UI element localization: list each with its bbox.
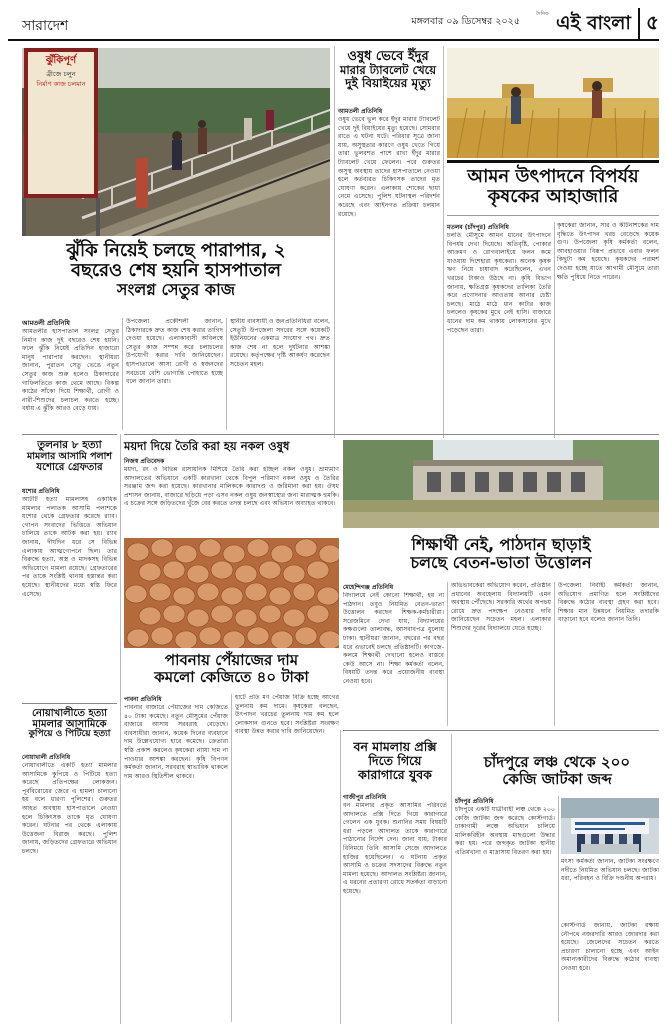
jatka-headline [455,754,659,787]
jatka-headline-line2: কেজি জাটকা জব্দ [502,769,612,788]
brand-small: দৈনিক [536,11,549,17]
onion-byline: পাবনা প্রতিনিধি [124,696,162,703]
school-headline-line1: শিক্ষার্থী নেই, পাঠদান ছাড়াই [411,535,591,554]
school-headline-line2: চলছে বেতন-ভাতা উত্তোলন [410,552,592,572]
school-col3: উপজেলা নির্বাহী কর্মকর্তা জানান, অভিযোগ প্রমাণিত হলে সংশ্লিষ্টদের বিরুদ্ধে কঠোর ব্যবস্থা গ্রহণ করা হবে। শিক্ষার মান উন্নয়নে নিয়মিত তদারকি বাড়ানো হবে বলেও জানান তিনি। [558,582,659,624]
onion-photo [124,538,339,648]
noakhali-body: নোয়াখালীতে একটি হত্যা মামলার আসামিকে কুপিয়ে ও পিটিয়ে হত্যা করেছে প্রতিপক্ষের লোকজন। পূর্ববিরোধের জেরে এ হামলা চালানো হয় বলে ধারণা পুলিশের। গুরুতর আহত অবস্থায় হাসপাতালে নেওয়া হলে চিকিৎসক তাকে মৃত ঘোষণা করেন। ঘটনার পর থেকে এলাকায় উত্তেজনা বিরাজ করছে। পুলিশ জানায়, জড়িতদের গ্রেফতারে অভিযান চলছে। [22,762,117,855]
flour-body: ময়দা, রং ও বিভিন্ন রাসায়নিক মিশিয়ে তৈরি করা হচ্ছিল নকল ওষুধ। ভ্রাম্যমাণ আদালতের অভিযানে একটি কারখানা থেকে বিপুল পরিমাণ নকল ওষুধ ও তৈরির সরঞ্জাম জব্দ করা হয়েছে। কারখানার মালিককে কারাদণ্ড ও জরিমানা করা হয়। ঔষধ প্রশাসন জানায়, বাজারে ছড়িয়ে পড়া এসব নকল ওষুধ জনস্বাস্থ্যের জন্য মারাত্মক হুমকি। এ চক্রের সঙ্গে জড়িতদের খুঁজে বের করতে তদন্ত চলছে এবং অভিযান অব্যাহত থাকবে। [124,466,339,508]
bridge-photo [22,48,330,236]
murder-headline [22,440,117,473]
bridge-headline-line3: সংলগ্ন সেতুর কাজ [116,279,236,299]
murder-headline-line2: মামলার আসামি পলাশ [27,450,112,462]
aman-col2: কৃষকেরা জানান, সার ও কীটনাশকের দাম বৃদ্ধিতে উৎপাদন খরচ বেড়েছে কয়েক গুণ। উপজেলা কৃষি কর্মকর্তা বলেন, আবহাওয়ার বিরূপ প্রভাবে এবার ফলন কিছুটা কম হয়েছে। কৃষকদের পরামর্শ দেওয়া হচ্ছে যাতে আগামী মৌসুমে তারা ক্ষতি পুষিয়ে নিতে পারেন। [557,222,659,281]
onion-headline [124,652,339,685]
header-rule [8,39,659,41]
sign-warning: ঝুঁকিপূর্ণ [45,55,77,66]
school-col2: অভিভাবকেরা অভিযোগ করেন, প্রতিষ্ঠান প্রধানের অবহেলায় বিদ্যালয়টি এমন অবস্থায় পৌঁছেছে। সরকারি অর্থের অপচয় রোধে দ্রুত পদক্ষেপ নেওয়ার দাবি জানিয়েছেন সচেতন মহল। এলাকার শিশুদের দূরের বিদ্যালয়ে যেতে হচ্ছে। [451,582,551,632]
rat-byline: আমতলী প্রতিনিধি [338,108,383,115]
noakhali-headline-line3: কুপিয়ে ও পিটিয়ে হত্যা [28,729,111,739]
onion-col2: হাটে প্রতি মণ পেঁয়াজ বিক্রি হচ্ছে আগের তুলনায় কম দামে। কৃষকেরা বলছেন, উৎপাদন খরচের তুলনায় দাম কম হলে লোকসান গুনতে হবে। সংশ্লিষ্টরা সংরক্ষণ ব্যবস্থা উন্নত করার দাবি জানিয়েছেন। [235,694,339,736]
aman-byline: মতলব (চাঁদপুর) প্রতিনিধি [447,224,509,231]
murder-headline-line3: যশোরে গ্রেফতার [36,461,103,473]
paddy-photo [447,48,659,158]
bridge-col2: উপজেলা প্রকৌশলী জানান, ঠিকাদারকে দ্রুত কাজ শেষ করার তাগিদ দেওয়া হয়েছে। এলাকাবাসী অবিলম্বে সেতুর কাজ সম্পন্ন করে চলাচলের উপযোগী করার দাবি জানিয়েছেন। হাসপাতালে আসা রোগী ও স্বজনদের সবচেয়ে বেশি ভোগান্তি পোহাতে হচ্ছে বলে জানান তারা। [126,318,223,386]
aman-headline-box [447,160,659,216]
onion-col1: পাবনার বাজারে পেঁয়াজের দাম কেজিতে ৪০ টাকা কমেছে। নতুন মৌসুমের পেঁয়াজ বাজারে আসায় সরবরাহ বেড়েছে। ব্যবসায়ীরা জানান, কয়েক দিনের ব্যবধানে দাম উল্লেখযোগ্য হারে কমেছে। ক্রেতারা স্বস্তি প্রকাশ করলেও কৃষকেরা ন্যায্য দাম না পাওয়ার আশঙ্কা করছেন। কৃষি বিপণন কর্মকর্তা জানান, সরবরাহ স্বাভাবিক থাকলে দাম আরও স্থিতিশীল থাকবে। [124,704,228,780]
sign-walk: ব্রীজে চলুন [46,70,76,78]
forest-headline [343,740,447,781]
flour-headline: ময়দা দিয়ে তৈরি করা হয় নকল ওষুধ [124,439,290,453]
noakhali-headline [22,708,117,740]
brand-logo: এই বাংলা [556,12,631,34]
murder-headline-line1: তুলনার ৮ হত্যা [37,439,102,451]
date-line: মঙ্গলবার ০৯ ডিসেম্বর ২০২৫ [411,16,520,27]
rat-headline-line2: মারার ট্যাবলেট খেয়ে [339,63,437,78]
rat-headline-line3: দুই বিয়াইয়ের মৃত্যু [345,75,431,90]
school-col1: বিদ্যালয়ে নেই কোনো শিক্ষার্থী, হয় না পাঠদান। তবুও নিয়মিত বেতন-ভাতা উত্তোলন করছেন শিক্ষক-কর্মচারীরা। সরেজমিনে দেখা যায়, বিদ্যালয়ের কক্ষগুলো তালাবদ্ধ, আসবাবপত্র ধুলোয় ঢাকা। স্থানীয়রা জানান, বছরের পর বছর ধরে এভাবেই চলছে প্রতিষ্ঠানটি। কাগজে-কলমে শিক্ষার্থী দেখানো হলেও বাস্তবে কেউ আসে না। শিক্ষা কর্মকর্তা বলেন, বিষয়টি তদন্ত করে প্রয়োজনীয় ব্যবস্থা নেওয়া হবে। [343,592,444,685]
forest-headline-line1: বন মামলায় প্রক্সি [353,739,437,754]
aman-col1: চলতি মৌসুমে আমন ধানের উৎপাদনে বিপর্যয় দেখা দিয়েছে। অতিবৃষ্টি, পোকার আক্রমণ ও রোগবালাইয়ে ফলন কমে যাওয়ায় দিশেহারা কৃষকেরা। অনেক কৃষক ঋণ নিয়ে চাষাবাদ করেছিলেন, এখন খরচের টাকাও উঠছে না। কৃষি বিভাগ জানায়, ক্ষতিগ্রস্ত কৃষকদের তালিকা তৈরি করে প্রণোদনার আওতায় আনার চেষ্টা চলছে। মাঠে মাঠে ধান কাটার কাজ চললেও কৃষকের মুখে নেই হাসি। বাজারে ধানের দাম কম থাকায় লোকসানের মুখে পড়েছেন তারা। [447,232,551,334]
onion-headline-line1: পাবনায় পেঁয়াজের দাম [164,651,299,669]
masthead [0,0,667,42]
rat-headline-line1: ওষুধ ভেবে ইঁদুর [347,49,429,64]
bridge-headline-line1: ঝুঁকি নিয়েই চলছে পারাপার, ২ [66,240,286,261]
sign-construction: নির্মাণ কাজ চলমান [36,80,86,88]
forest-headline-line3: কারাগারে যুবক [358,766,432,782]
forest-headline-line2: দিতে গিয়ে [368,752,422,768]
aman-headline-line1: আমন উৎপাদনে বিপর্যয় [467,166,639,187]
aman-headline-line2: কৃষকের আহাজারি [487,185,619,207]
forest-body: বন মামলার প্রকৃত আসামির পরিবর্তে আদালতে প্রক্সি দিতে গিয়ে কারাগারে গেলেন এক যুবক। শুনানির সময় বিষয়টি ধরা পড়লে আদালত তাকে কারাগারে পাঠানোর নির্দেশ দেন। জানা যায়, টাকার বিনিময়ে তিনি আসামি সেজে আদালতে হাজির হয়েছিলেন। এ ঘটনায় প্রকৃত আসামি ও চক্রের সদস্যদের বিরুদ্ধে নতুন মামলা হয়েছে। আদালত সংশ্লিষ্টরা জানান, এ ধরনের প্রতারণা রোধে সতর্কতা বাড়ানো হয়েছে। [343,802,447,895]
jatka-photo [561,798,659,854]
murder-byline: যশোর প্রতিনিধি [22,488,60,495]
section-name: সারাদেশ [22,18,69,34]
jatka-col2: মৎস্য কর্মকর্তা জানান, জাটকা সংরক্ষণে নদীতে নিয়মিত অভিযান চলছে। জাটকা ধরা, পরিবহন ও বিক্রি দণ্ডনীয় অপরাধ। [561,858,659,883]
jatka-col1: চাঁদপুরে একটি যাত্রীবাহী লঞ্চ থেকে ২০০ কেজি জাটকা জব্দ করেছে কোস্টগার্ড। ঢাকাগামী লঞ্চে অভিযান চালিয়ে মালিকবিহীন অবস্থায় মাছগুলো উদ্ধার করা হয়। পরে জব্দকৃত জাটকা স্থানীয় এতিমখানা ও মাদ্রাসায় বিতরণ করা হয়। [455,806,555,856]
noakhali-byline: নোয়াখালী প্রতিনিধি [22,754,71,761]
noakhali-headline-line1: নোয়াখালীতে হত্যা [31,708,108,719]
bridge-col1: আমতলীর হাসপাতাল সংলগ্ন সেতুর নির্মাণ কাজ দুই বছরেও শেষ হয়নি। ফলে ঝুঁকি নিয়েই প্রতিদিন হাজারো মানুষ পারাপার করছেন। স্থানীয়রা জানান, পুরাতন সেতু ভেঙে নতুন সেতুর কাজ শুরু হলেও ঠিকাদারের গাফিলতিতে কাজ থেমে আছে। বিকল্প কাঠের সাঁকো দিয়ে শিক্ষার্থী, রোগী ও নারী-শিশুদের চলাচল করতে হচ্ছে। বর্ষায় এ ঝুঁকি আরও বেড়ে যায়। [22,328,119,413]
school-headline [343,536,659,571]
school-byline: মেহেন্দিগঞ্জ প্রতিনিধি [343,584,394,591]
bridge-headline-line2: বছরেও শেষ হয়নি হাসপাতাল [70,259,282,281]
bridge-col3: স্থানীয় ব্যবসায়ী ও জনপ্রতিনিধিরা বলেন, সেতুটি উপজেলা সদরের সঙ্গে কয়েকটি ইউনিয়নের একমাত্র সংযোগ পথ। দ্রুত কাজ শেষ না হলে দুর্ঘটনার আশঙ্কা রয়েছে। কর্তৃপক্ষের দৃষ্টি আকর্ষণ করেছেন সচেতন মহল। [230,318,330,368]
brand-block [536,8,661,36]
page-number: ৫ [638,8,659,41]
onion-headline-line2: কমলো কেজিতে ৪০ টাকা [154,667,309,686]
jatka-byline: চাঁদপুর প্রতিনিধি [455,798,494,805]
jatka-col3: কোস্টগার্ড জানায়, জাটকা রক্ষায় নৌপথে নজরদারি আরও জোরদার করা হয়েছে। জেলেদের সচেতন করতে প্রচারণা চালানো হচ্ছে এবং আইন অমান্যকারীদের বিরুদ্ধে কঠোর ব্যবস্থা নেওয়া হবে। [561,922,659,972]
bridge-headline [22,241,330,298]
murder-body: আটটি হত্যা মামলাসহ একাধিক মামলার পলাতক আসামি পলাশকে যশোর থেকে গ্রেফতার করেছে র‍্যাব। গোপন সংবাদের ভিত্তিতে অভিযান চালিয়ে তাকে আটক করা হয়। র‍্যাব জানায়, দীর্ঘদিন ধরে সে বিভিন্ন এলাকায় আত্মগোপনে ছিল। তার বিরুদ্ধে হত্যা, অস্ত্র ও মাদকসহ বিভিন্ন অভিযোগে মামলা রয়েছে। গ্রেফতারের পর তাকে সংশ্লিষ্ট থানায় হস্তান্তর করা হয়েছে। স্থানীয়দের মধ্যে স্বস্তি ফিরে এসেছে। [22,496,117,598]
rat-body: ওষুধ ভেবে ভুল করে ইঁদুর মারার ট্যাবলেট খেয়ে দুই বিয়াইয়ের মৃত্যু হয়েছে। সোমবার রাতে এ ঘটনা ঘটে। পরিবার সূত্রে জানা যায়, অসুস্থতার কারণে ওষুধ খেতে গিয়ে তারা ভুলবশত পাশে রাখা ইঁদুর মারার ট্যাবলেট খেয়ে ফেলেন। পরে গুরুতর অসুস্থ অবস্থায় তাদের হাসপাতালে নেওয়া হলে কর্তব্যরত চিকিৎসক তাদের মৃত ঘোষণা করেন। এলাকায় শোকের ছায়া নেমে এসেছে। পুলিশ ঘটনাস্থল পরিদর্শন করেছে এবং আইনগত প্রক্রিয়া চলমান রয়েছে। [338,116,440,218]
jatka-headline-line1: চাঁদপুরে লঞ্চ থেকে ২০০ [483,753,631,771]
bridge-byline: আমতলী প্রতিনিধি [22,319,70,327]
flour-byline: নিজস্ব প্রতিবেদক [124,458,165,465]
forest-byline: গাজীপুর প্রতিনিধি [343,794,387,801]
school-photo [343,440,659,528]
rat-headline [338,50,438,90]
noakhali-headline-line2: মামলার আসামিকে [32,719,107,730]
